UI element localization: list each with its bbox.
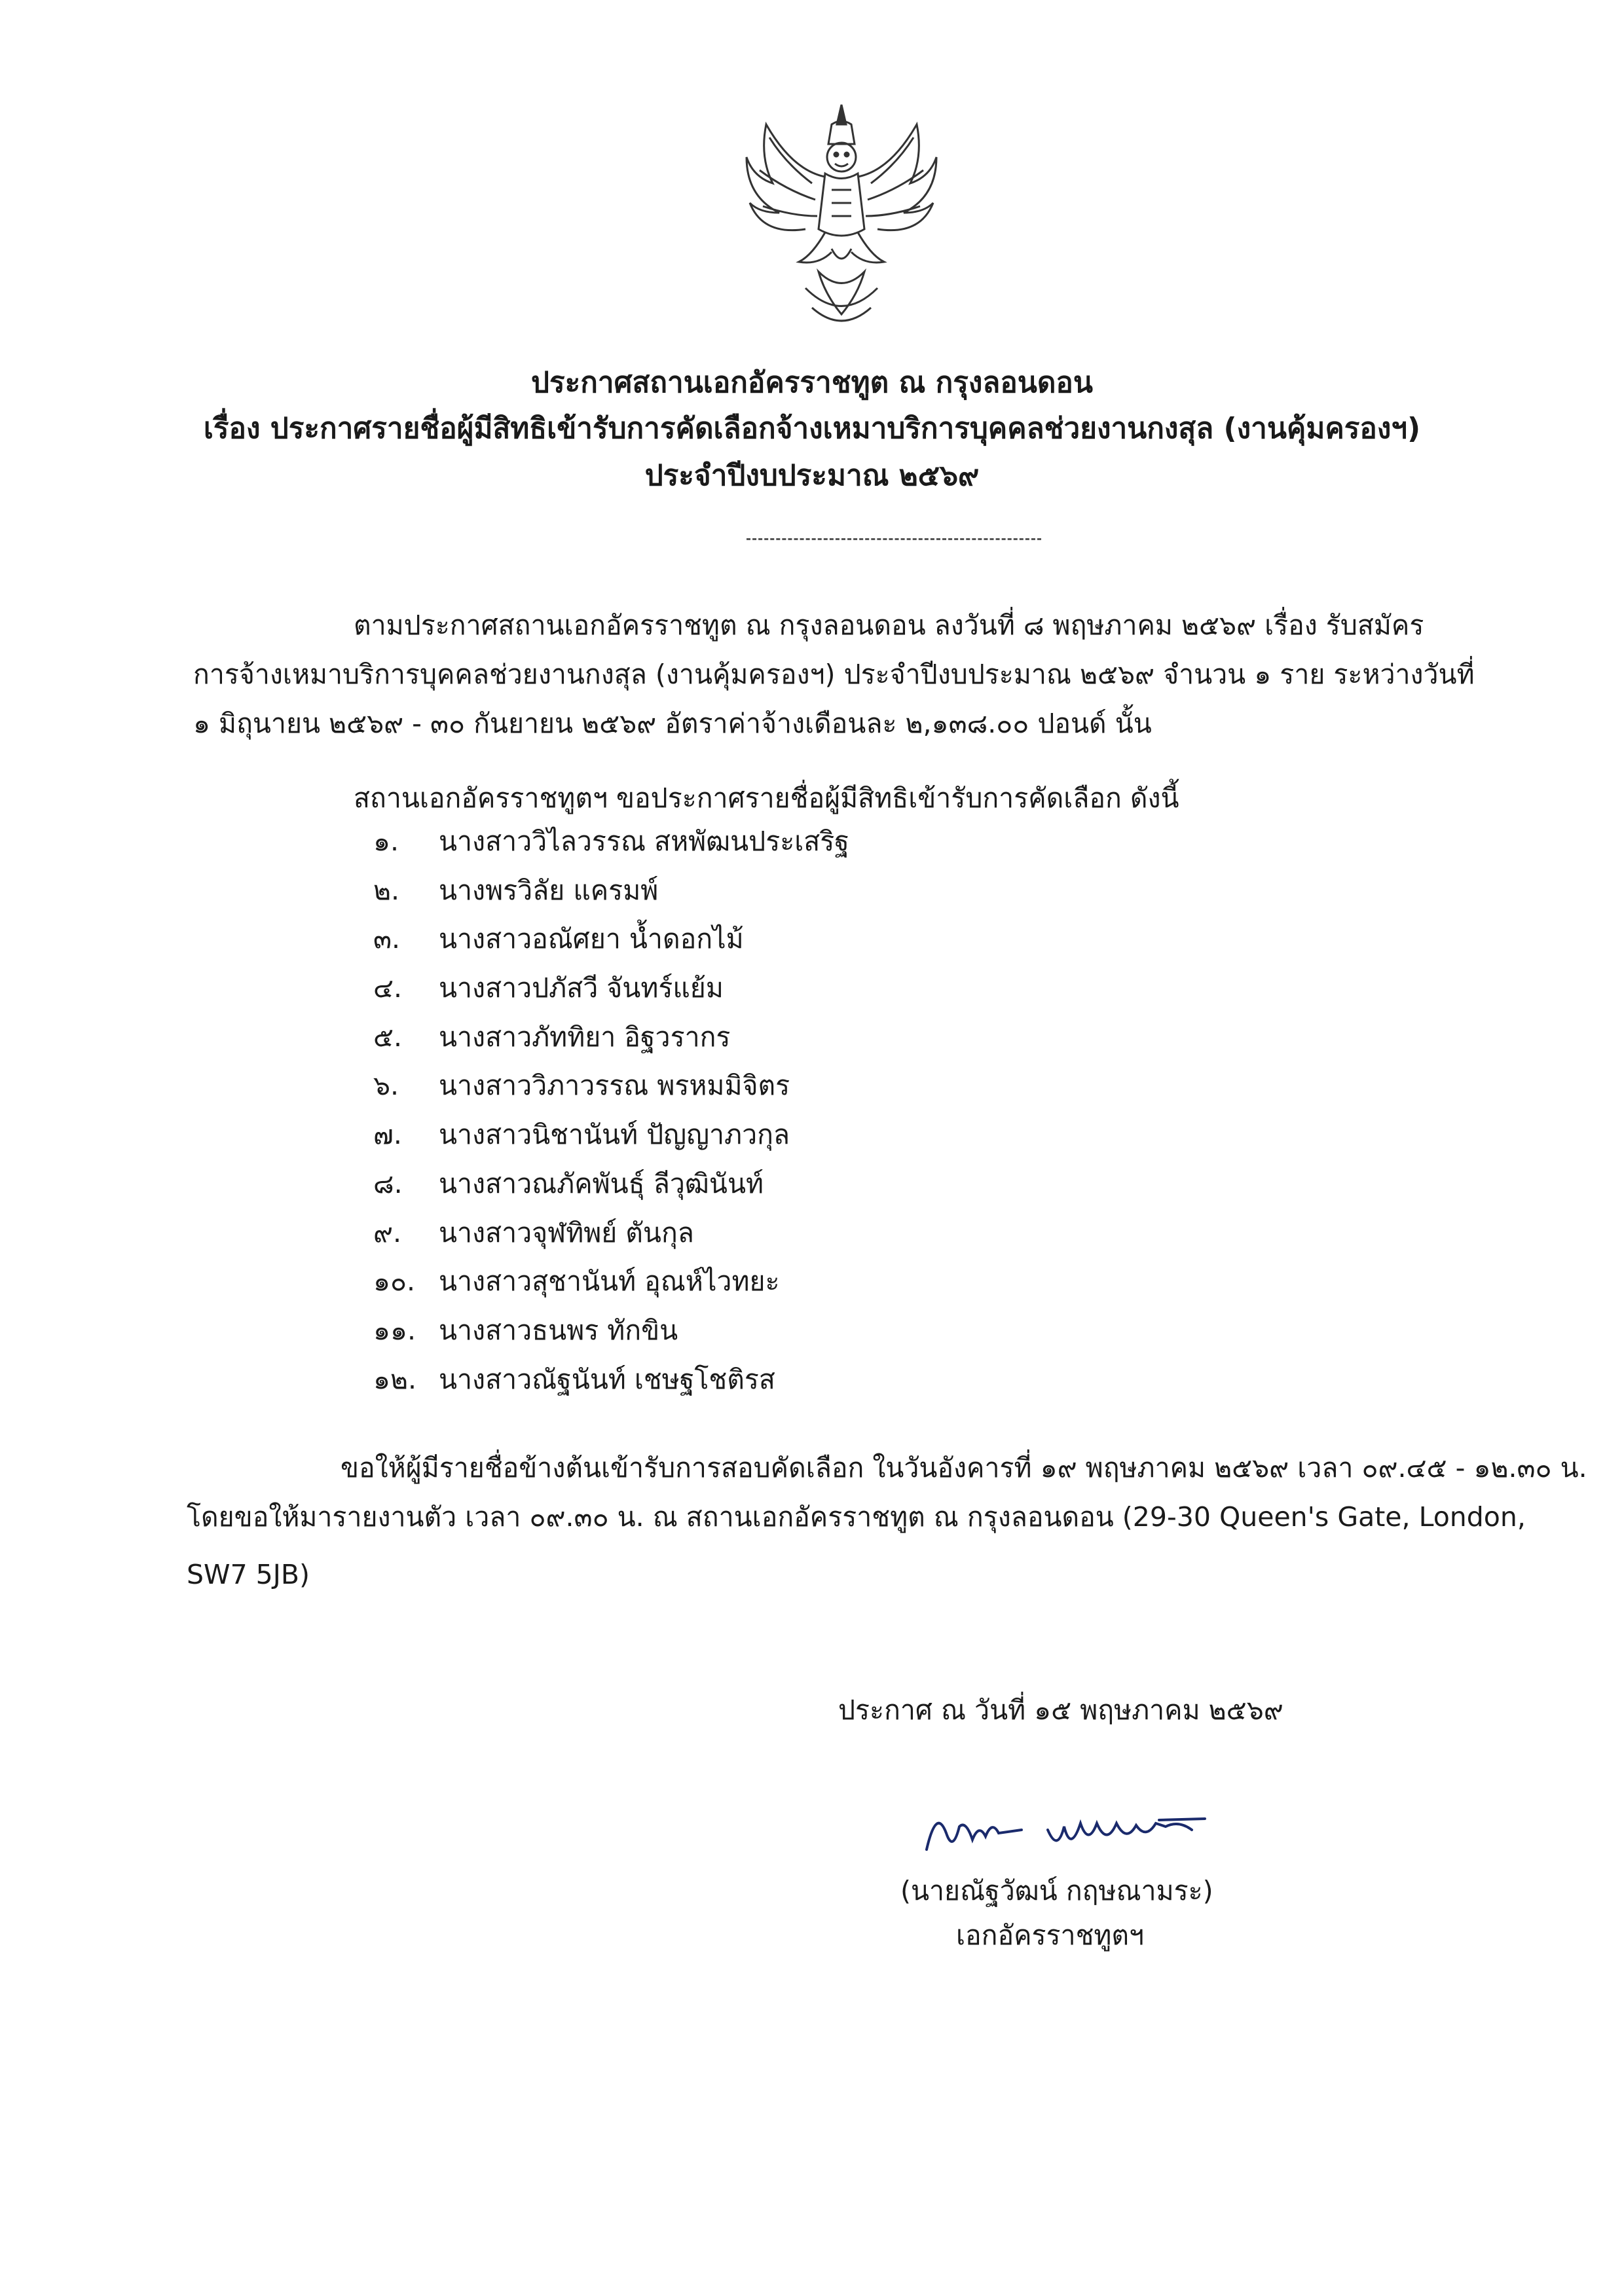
list-item (373, 1115, 849, 1164)
list-item-name: นางสาวณัฐนันท์ เชษฐโชติรส (439, 1363, 775, 1395)
announcement-subject: เรื่อง ประกาศรายชื่อผู้มีสิทธิเข้ารับการคัดเลือกจ้างเหมาบริการบุคคลช่วยงานกงสุล (งานคุ้มครองฯ) (203, 412, 1421, 445)
list-item-number: ๔. (373, 972, 403, 1004)
candidate-list (373, 822, 849, 1408)
list-item (373, 822, 849, 871)
list-item (373, 1360, 849, 1409)
list-item-number: ๑๐. (373, 1266, 416, 1298)
list-item-number: ๑๑. (373, 1314, 416, 1346)
list-item (373, 1066, 849, 1115)
list-item-name: นางสาวสุชานันท์ อุณห์ไวทยะ (439, 1266, 780, 1298)
intro-line-2: การจ้างเหมาบริการบุคคลช่วยงานกงสุล (งานคุ้มครองฯ) ประจำปีงบประมาณ ๒๕๖๙ จำนวน ๑ ราย ระหว่างวันที่ (193, 659, 1475, 690)
list-item-number: ๓. (373, 923, 401, 955)
list-item-name: นางสาวภัททิยา อิฐวรากร (439, 1021, 731, 1053)
intro-line-1: ตามประกาศสถานเอกอัครราชทูต ณ กรุงลอนดอน ลงวันที่ ๘ พฤษภาคม ๒๕๖๙ เรื่อง รับสมัคร (354, 610, 1424, 641)
exam-line-1: ขอให้ผู้มีรายชื่อข้างต้นเข้ารับการสอบคัดเลือก ในวันอังคารที่ ๑๙ พฤษภาคม ๒๕๖๙ เวลา ๐๙.๔๕ - ๑๒.๓๐ น. (341, 1452, 1587, 1484)
list-item (373, 1262, 849, 1311)
list-item (373, 1213, 849, 1262)
intro-line-3: ๑ มิถุนายน ๒๕๖๙ - ๓๐ กันยายน ๒๕๖๙ อัตราค่าจ้างเดือนละ ๒,๑๓๘.๐๐ ปอนด์ นั้น (193, 708, 1152, 739)
list-item-name: นางสาวณภัคพันธุ์ ลีวุฒินันท์ (439, 1167, 764, 1199)
list-item (373, 919, 849, 968)
list-item-name: นางสาววิไลวรรณ สหพัฒนประเสริฐ (439, 826, 849, 857)
list-item-number: ๒. (373, 874, 400, 906)
list-item-number: ๑๒. (373, 1363, 417, 1395)
list-item-number: ๙. (373, 1216, 402, 1248)
announcement-title: ประกาศสถานเอกอัครราชทูต ณ กรุงลอนดอน (531, 366, 1093, 399)
announcement-date: ประกาศ ณ วันที่ ๑๕ พฤษภาคม ๒๕๖๙ (838, 1694, 1283, 1726)
garuda-emblem-icon (733, 98, 950, 334)
list-item-name: นางสาวนิชานันท์ ปัญญาภวกุล (439, 1119, 790, 1151)
list-item-name: นางสาวปภัสวี จันทร์แย้ม (439, 972, 724, 1004)
list-item (373, 1311, 849, 1360)
fiscal-year-heading: ประจำปีงบประมาณ ๒๕๖๙ (644, 459, 980, 492)
list-item-number: ๘. (373, 1167, 403, 1199)
list-item (373, 1164, 849, 1213)
heading-divider (747, 538, 1041, 540)
signer-title: เอกอัครราชทูตฯ (956, 1920, 1145, 1951)
list-item-name: นางสาววิภาวรรณ พรหมมิจิตร (439, 1070, 790, 1102)
list-intro: สถานเอกอัครราชทูตฯ ขอประกาศรายชื่อผู้มีสิทธิเข้ารับการคัดเลือก ดังนี้ (354, 782, 1179, 814)
list-item (373, 871, 849, 920)
list-item-name: นางสาวธนพร ทักขิน (439, 1314, 678, 1346)
list-item-number: ๖. (373, 1070, 399, 1102)
list-item-name: นางสาวจุฬทิพย์ ตันกุล (439, 1216, 694, 1248)
list-item-name: นางพรวิลัย แครมพ์ (439, 874, 659, 906)
list-item (373, 1017, 849, 1066)
list-item-number: ๗. (373, 1119, 402, 1151)
list-item-name: นางสาวอณัศยา น้ำดอกไม้ (439, 923, 744, 955)
list-item (373, 968, 849, 1017)
signer-name: (นายณัฐวัฒน์ กฤษณามระ) (900, 1875, 1213, 1906)
list-item-number: ๑. (373, 826, 399, 857)
exam-line-2: โดยขอให้มารายงานตัว เวลา ๐๙.๓๐ น. ณ สถานเอกอัครราชทูต ณ กรุงลอนดอน (29-30 Queen's Gate, London, (187, 1501, 1526, 1533)
signature-icon (917, 1794, 1218, 1866)
list-item-number: ๕. (373, 1021, 403, 1053)
exam-line-3: SW7 5JB) (187, 1559, 310, 1590)
